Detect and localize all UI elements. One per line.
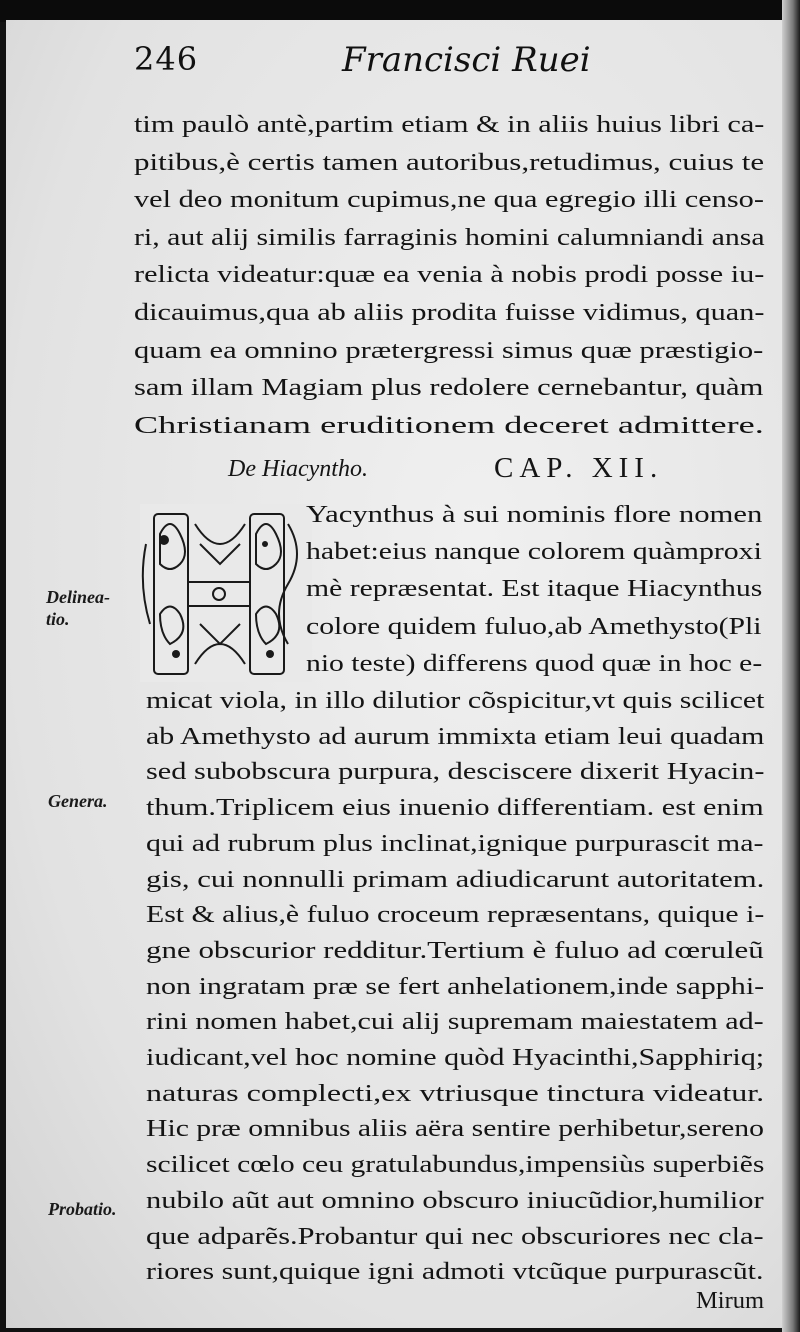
running-header bbox=[134, 40, 774, 90]
text-line: nio teste) differens quod quæ in hoc e- bbox=[306, 649, 763, 677]
text-line: ri, aut alij similis farraginis homini calumniandi ansa bbox=[134, 223, 765, 251]
text-line: colore quidem fuluo,ab Amethysto(Pli bbox=[306, 612, 762, 640]
text-line: rini nomen habet,cui alij supremam maiestatem ad- bbox=[146, 1008, 764, 1036]
chapter-heading bbox=[228, 452, 664, 484]
running-title: Francisci Ruei bbox=[342, 40, 591, 80]
margin-note-line: Delinea- bbox=[46, 587, 110, 607]
text-line: pitibus,è certis tamen autoribus,retudimus, cuius te bbox=[134, 148, 765, 176]
catchword: Mirum bbox=[696, 1287, 765, 1314]
margin-note-genera: Genera. bbox=[48, 791, 108, 811]
text-line: non ingratam præ se fert anhelationem,inde sapphi- bbox=[146, 972, 765, 1000]
decorated-initial-icon bbox=[140, 504, 312, 682]
text-line: sam illam Magiam plus redolere cernebantur, quàm bbox=[134, 374, 764, 402]
text-line: nubilo aũt aut omnino obscuro iniucũdior,humilior bbox=[146, 1186, 764, 1214]
text-line: riores sunt,quique igni admoti vtcũque purpurascũt. bbox=[146, 1258, 764, 1286]
text-line: habet:eius nanque colorem quàmproxi bbox=[306, 538, 762, 566]
text-line: gne obscurior redditur.Tertium è fuluo ad cœruleũ bbox=[146, 936, 764, 964]
text-line: Hic præ omnibus aliis aëra sentire perhibetur,sereno bbox=[146, 1115, 764, 1143]
text-line: que adparẽs.Probantur qui nec obscuriores nec cla- bbox=[146, 1222, 764, 1250]
margin-note-probatio: Probatio. bbox=[48, 1199, 117, 1219]
text-line: ab Amethysto ad aurum immixta etiam leui quadam bbox=[146, 722, 765, 750]
text-line: iudicant,vel hoc nomine quòd Hyacinthi,Sapphiriq; bbox=[146, 1044, 765, 1071]
scan-top-border bbox=[0, 0, 800, 22]
text-line: vel deo monitum cupimus,ne qua egregio illi censo- bbox=[134, 186, 764, 214]
chapter-number: CAP. XII. bbox=[494, 452, 664, 484]
page-number: 246 bbox=[134, 40, 199, 78]
text-line: mè repræsentat. Est itaque Hiacynthus bbox=[306, 575, 763, 603]
text-line: sed subobscura purpura, desciscere dixerit Hyacin- bbox=[146, 758, 765, 786]
text-line: qui ad rubrum plus inclinat,ignique purpurascit ma- bbox=[146, 829, 764, 857]
text-line: gis, cui nonnulli primam adiudicarunt autoritatem. bbox=[146, 865, 765, 893]
chapter-title: De Hiacyntho. bbox=[228, 456, 368, 482]
text-line: scilicet cœlo ceu gratulabundus,impensiùs superbiẽs bbox=[146, 1151, 765, 1179]
text-line: quam ea omnino prætergressi simus quæ præstigio- bbox=[134, 336, 764, 364]
text-line: tim paulò antè,partim etiam & in aliis huius libri ca- bbox=[134, 111, 765, 138]
text-line: naturas complecti,ex vtriusque tinctura videatur. bbox=[146, 1079, 765, 1107]
margin-note-line: tio. bbox=[46, 609, 70, 629]
text-line: relicta videatur:quæ ea venia à nobis prodi posse iu- bbox=[134, 261, 765, 289]
text-line: micat viola, in illo dilutior cõspicitur,vt quis scilicet bbox=[146, 687, 765, 714]
text-line: Est & alius,è fuluo croceum repræsentans, quique i- bbox=[146, 901, 765, 929]
text-line: Yacynthus à sui nominis flore nomen bbox=[306, 501, 763, 528]
margin-note-delineatio bbox=[46, 586, 110, 630]
page-edge-shadow bbox=[782, 0, 800, 1332]
text-line: dicauimus,qua ab aliis prodita fuisse vidimus, quan- bbox=[134, 299, 765, 326]
book-page bbox=[6, 20, 792, 1328]
text-line: Christianam eruditionem deceret admittere. bbox=[134, 411, 764, 439]
text-line: thum.Triplicem eius inuenio differentiam. est enim bbox=[146, 794, 764, 822]
